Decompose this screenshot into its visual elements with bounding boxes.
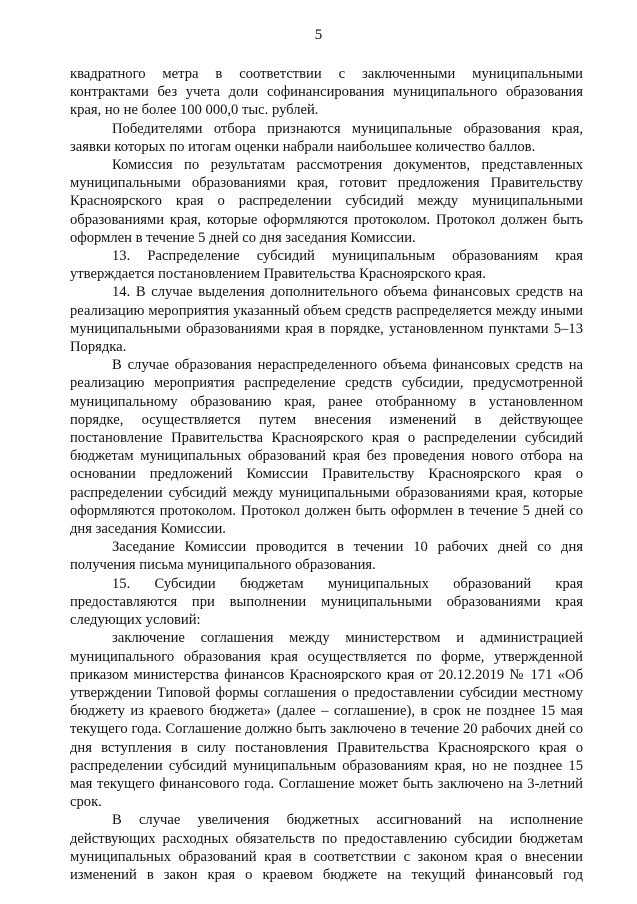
page-number: 5 [314, 27, 323, 43]
document-body [70, 65, 583, 884]
paragraph-continuation: квадратного метра в соответствии с заключенными муниципальными контрактами без учета доли софинансирования муниципального образования края, но не более 100 000,0 тыс. рублей. [70, 66, 583, 119]
paragraph-item-13: 13. Распределение субсидий муниципальным образованиям края утверждается постановлением Правительства Красноярского края. [70, 248, 583, 283]
paragraph-commission-proposals: Комиссия по результатам рассмотрения документов, представленных муниципальными образованиями края, готовит предложения Правительству Красноярского края о распределении субсидий между муниципальными образованиями края, которые оформляются протоколом. Протокол должен быть оформлен в течение 5 дней со дня заседания Комиссии. [70, 157, 583, 246]
paragraph-undistributed-funds: В случае образования нераспределенного объема финансовых средств на реализацию мероприятия распределение средств субсидии, предусмотренной муниципальному образованию края, ранее отобранному в установленном порядке, осуществляется путем внесения изменений в действующее постановление Правительства Красноярского края о распределении субсидий бюджетам муниципальных образований края без проведения нового отбора на основании предложений Комиссии Правительству Красноярского края о распределении субсидий между муниципальными образованиями края, которые оформляются протоколом. Протокол должен быть оформлен в течение 5 дней со дня заседания Комиссии. [70, 357, 583, 538]
paragraph-item-14: 14. В случае выделения дополнительного объема финансовых средств на реализацию мероприятия указанный объем средств распределяется между иными муниципальными образованиями края в порядке, установленном пунктами 5–13 Порядка. [70, 284, 583, 356]
paragraph-agreement: заключение соглашения между министерством и администрацией муниципального образования края осуществляется по форме, утвержденной приказом министерства финансов Красноярского края от 20.12.2019 № 171 «Об утверждении Типовой формы соглашения о предоставлении субсидии местному бюджету из краевого бюджета» (далее – соглашение), в срок не позднее 15 мая текущего года. Соглашение должно быть заключено в течение 20 рабочих дней со дня вступления в силу постановления Правительства Красноярского края о распределении субсидий муниципальным образованиям края, но не позднее 15 мая текущего финансового года. Соглашение может быть заключено на 3-летний срок. [70, 630, 583, 811]
paragraph-budget-increase: В случае увеличения бюджетных ассигнований на исполнение действующих расходных обязательств по предоставлению субсидии бюджетам муниципальных образований края в соответствии с законом края о внесении изменений в закон края о краевом бюджете на текущий финансовый год [70, 812, 583, 883]
paragraph-item-15: 15. Субсидии бюджетам муниципальных образований края предоставляются при выполнении муниципальными образованиями края следующих условий: [70, 575, 583, 629]
paragraph-winners: Победителями отбора признаются муниципальные образования края, заявки которых по итогам оценки набрали наибольшее количество баллов. [70, 120, 583, 155]
paragraph-commission-meeting: Заседание Комиссии проводится в течении 10 рабочих дней со дня получения письма муниципального образования. [70, 539, 583, 574]
